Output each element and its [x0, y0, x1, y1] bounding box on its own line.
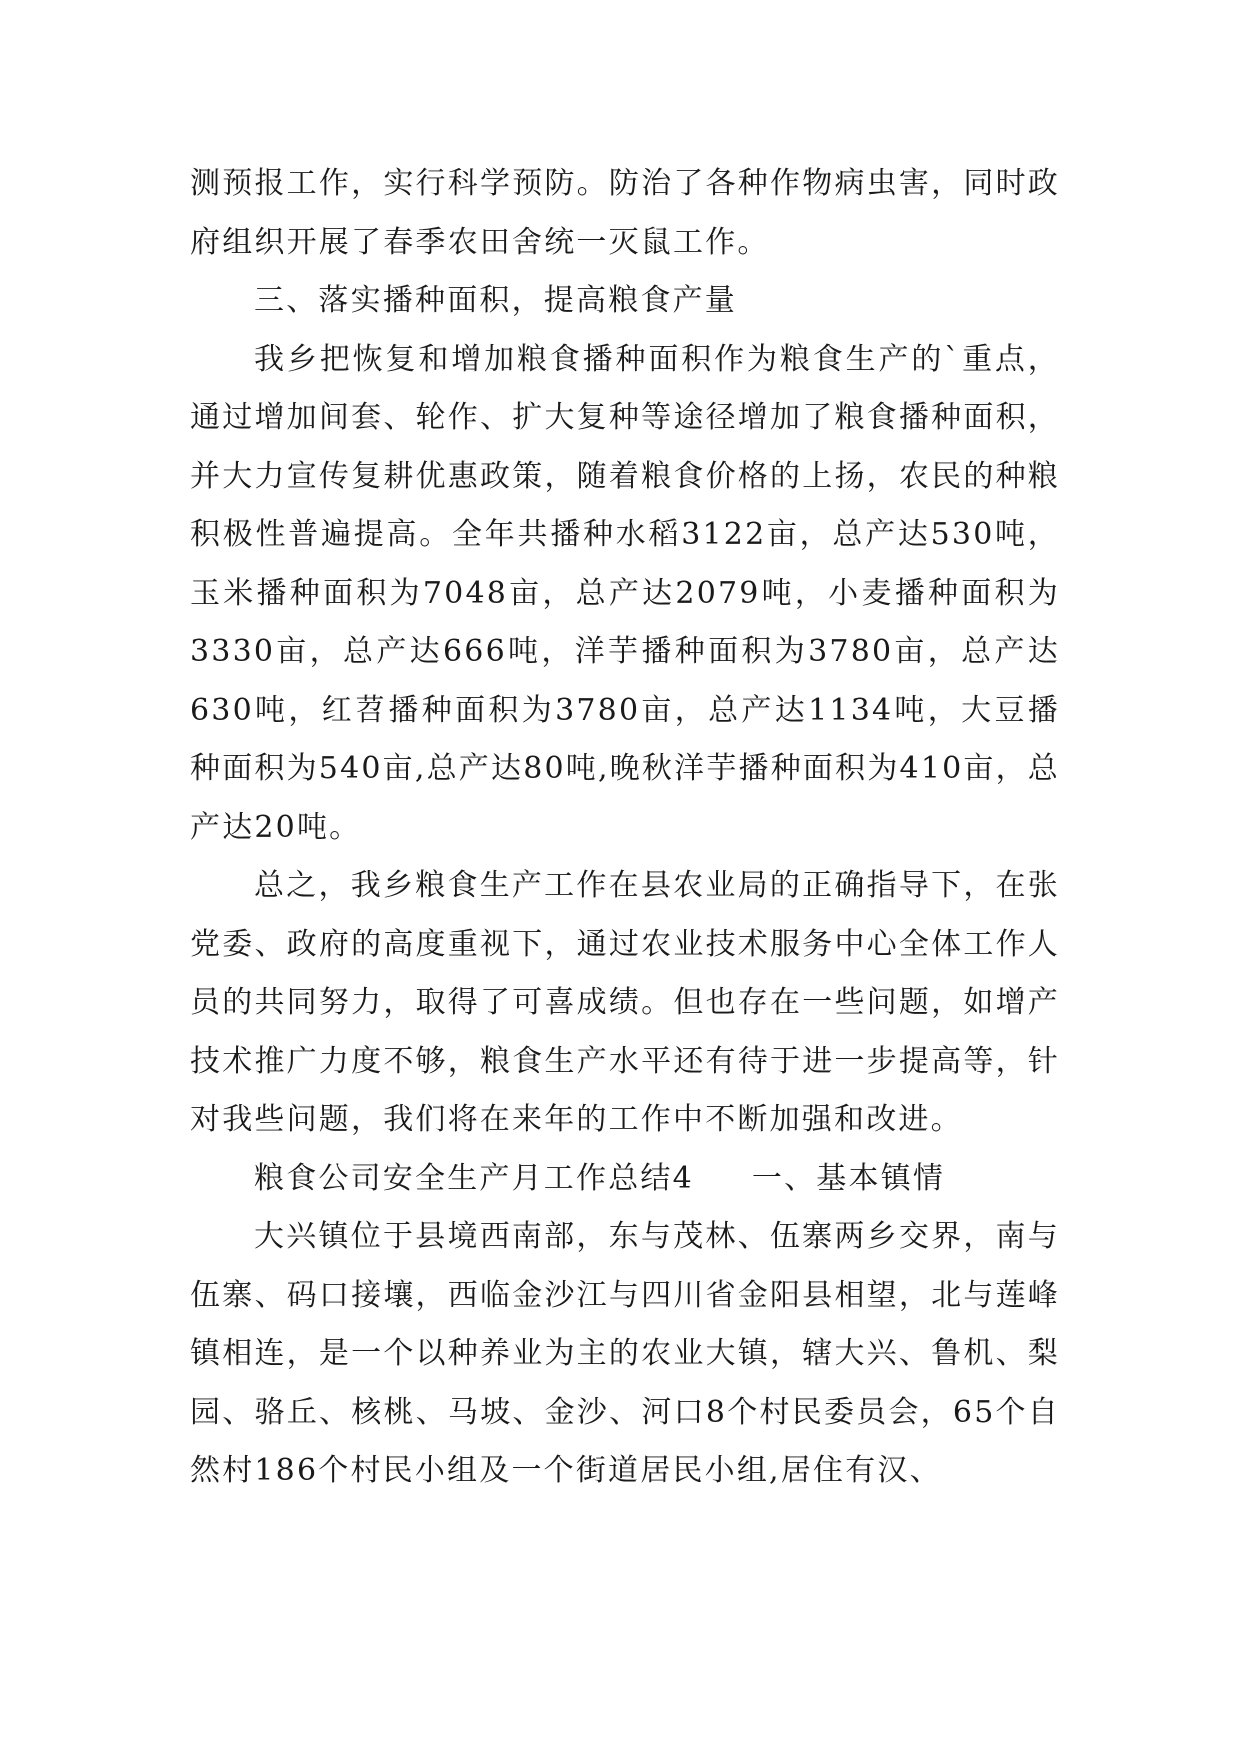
document-body: [190, 155, 1060, 1501]
paragraph-summary: 总之，我乡粮食生产工作在县农业局的正确指导下，在张党委、政府的高度重视下，通过农业技术服务中心全体工作人员的共同努力，取得了可喜成绩。但也存在一些问题，如增产技术推广力度不够，粮食生产水平还有待于进一步提高等，针对我些问题，我们将在来年的工作中不断加强和改进。: [190, 868, 1060, 1137]
section-heading-town-overview: 一、基本镇情: [751, 1160, 946, 1196]
document-title: 粮食公司安全生产月工作总结4: [254, 1160, 694, 1196]
paragraph-pest-control: 测预报工作，实行科学预防。防治了各种作物病虫害，同时政府组织开展了春季农田舍统一灭鼠工作。: [190, 166, 1060, 260]
section-title-line: [190, 1150, 1060, 1209]
paragraph-planting-area: 我乡把恢复和增加粮食播种面积作为粮食生产的`重点，通过增加间套、轮作、扩大复种等途径增加了粮食播种面积，并大力宣传复耕优惠政策，随着粮食价格的上扬，农民的种粮积极性普遍提高。全年共播种水稻3122亩，总产达530吨，玉米播种面积为7048亩，总产达2079吨，小麦播种面积为3330亩，总产达666吨，洋芋播种面积为3780亩，总产达630吨，红苕播种面积为3780亩，总产达1134吨，大豆播种面积为540亩,总产达80吨,晚秋洋芋播种面积为410亩，总产达20吨。: [190, 341, 1060, 845]
paragraph-town-overview: 大兴镇位于县境西南部，东与茂林、伍寨两乡交界，南与伍寨、码口接壤，西临金沙江与四川省金阳县相望，北与莲峰镇相连，是一个以种养业为主的农业大镇，辖大兴、鲁机、梨园、骆丘、核桃、马坡、金沙、河口8个村民委员会，65个自然村186个村民小组及一个街道居民小组,居住有汉、: [190, 1219, 1060, 1488]
section-heading-grain-output: 三、落实播种面积，提高粮食产量: [254, 283, 737, 318]
